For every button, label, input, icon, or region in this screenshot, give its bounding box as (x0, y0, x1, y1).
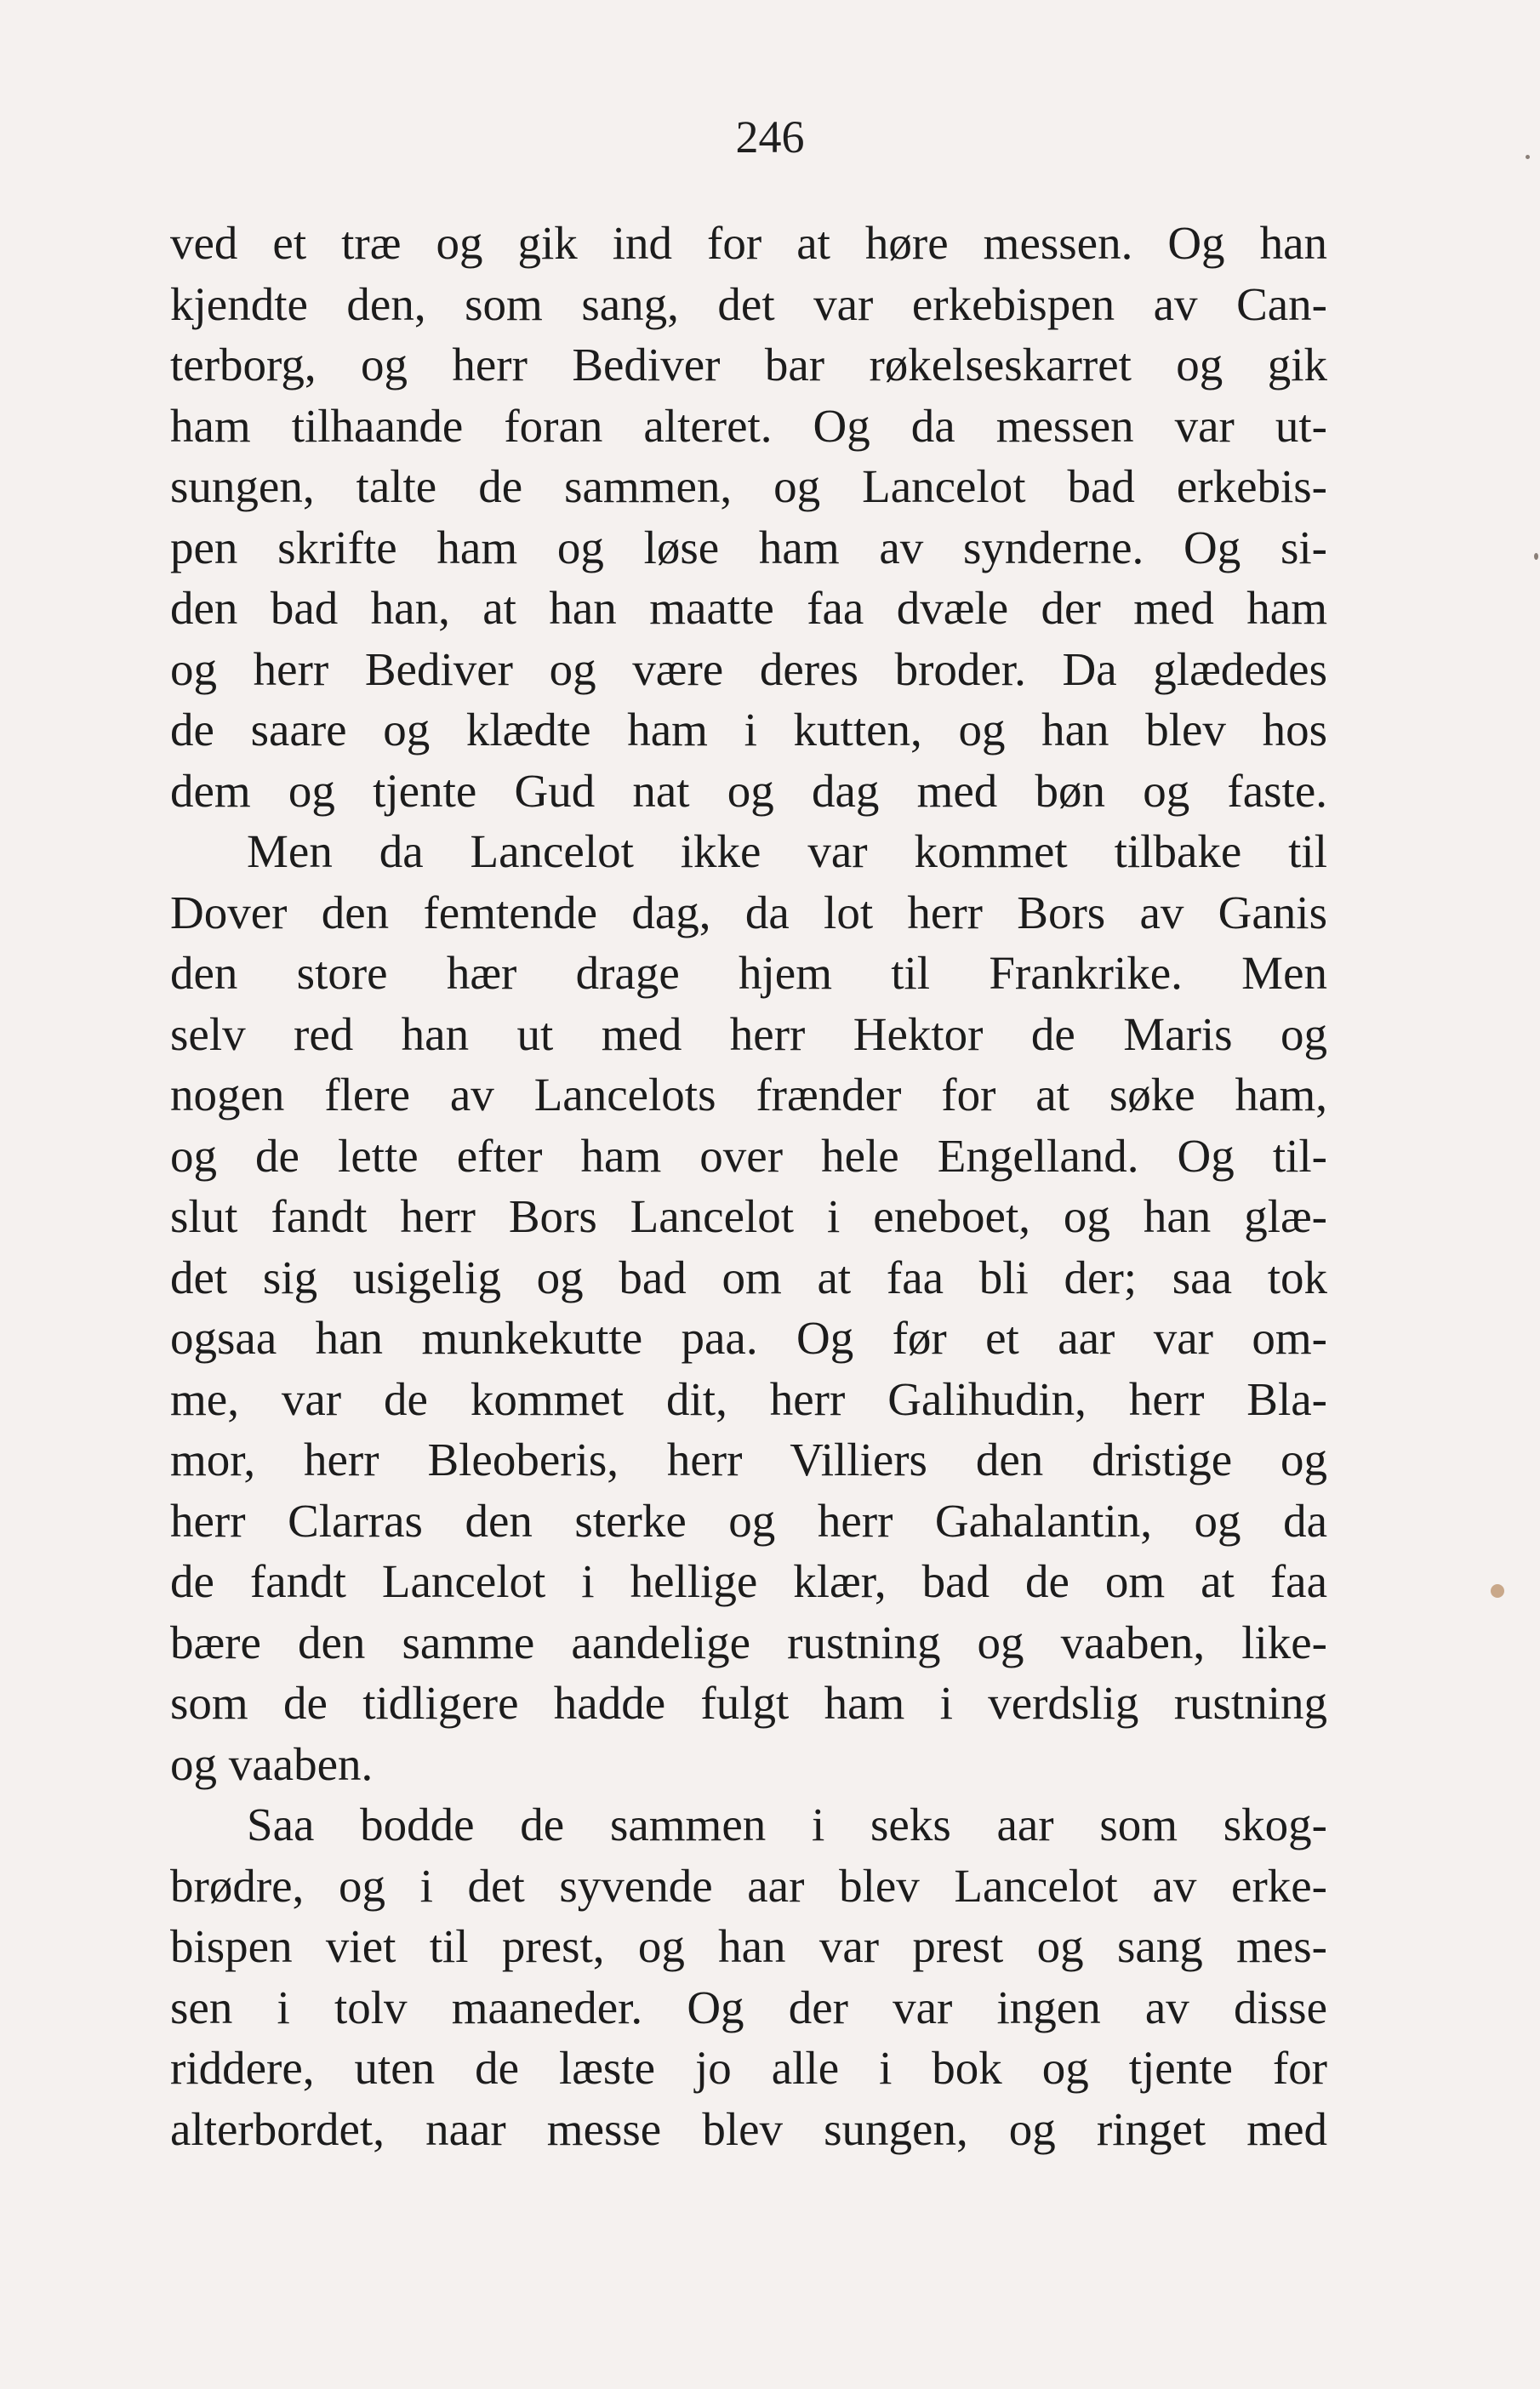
text-line: pen skrifte ham og løse ham av synderne. Og si- (170, 521, 1327, 573)
text-line: og herr Bediver og være deres broder. Da glædedes (170, 642, 1327, 695)
text-line: de saare og klædte ham i kutten, og han blev hos (170, 704, 1327, 755)
text-line: Dover den femtende dag, da lot herr Bors av Ganis (170, 886, 1327, 938)
text-line: terborg, og herr Bediver bar røkelseskarret og gik (170, 339, 1327, 391)
text-line: riddere, uten de læste jo alle i bok og tjente for (170, 2042, 1327, 2094)
body-text (170, 213, 1327, 2159)
text-line: brødre, og i det syvende aar blev Lancelot av erke- (170, 1859, 1327, 1912)
text-line: de fandt Lancelot i hellige klær, bad de om at faa (170, 1555, 1327, 1607)
text-line: selv red han ut med herr Hektor de Maris og (170, 1007, 1327, 1060)
text-line: det sig usigelig og bad om at faa bli der; saa tok (170, 1251, 1327, 1303)
text-line: herr Clarras den sterke og herr Gahalantin, og da (170, 1494, 1327, 1547)
text-line: nogen flere av Lancelots frænder for at søke ham, (170, 1069, 1327, 1120)
paper-speck (1491, 1584, 1504, 1598)
text-line: Saa bodde de sammen i seks aar som skog- (247, 1799, 1327, 1850)
text-line: sungen, talte de sammen, og Lancelot bad erkebis- (170, 460, 1327, 512)
text-line: ved et træ og gik ind for at høre messen. Og han (170, 217, 1327, 269)
text-line: mor, herr Bleoberis, herr Villiers den dristige og (170, 1434, 1327, 1485)
text-line: og de lette efter ham over hele Engelland. Og til- (170, 1129, 1327, 1182)
page-number: 246 (735, 111, 805, 162)
text-line: kjendte den, som sang, det var erkebispen av Can- (170, 277, 1327, 330)
text-line: den bad han, at han maatte faa dvæle der med ham (170, 582, 1327, 634)
text-line: den store hær drage hjem til Frankrike. Men (170, 947, 1327, 999)
paper-speck (1526, 155, 1530, 159)
text-line: Men da Lancelot ikke var kommet tilbake til (247, 825, 1327, 877)
text-line: alterbordet, naar messe blev sungen, og ringet med (170, 2102, 1327, 2155)
text-line: og vaaben. (170, 1737, 374, 1790)
paper-speck (1534, 553, 1538, 560)
text-line: ogsaa han munkekutte paa. Og før et aar var om- (170, 1312, 1327, 1364)
text-line: som de tidligere hadde fulgt ham i verdslig rustning (170, 1677, 1327, 1729)
text-line: slut fandt herr Bors Lancelot i eneboet, og han glæ- (170, 1190, 1327, 1242)
text-line: ham tilhaande foran alteret. Og da messen var ut- (170, 399, 1327, 452)
text-line: bispen viet til prest, og han var prest og sang mes- (170, 1920, 1327, 1972)
text-line: sen i tolv maaneder. Og der var ingen av disse (170, 1981, 1327, 2033)
text-line: bære den samme aandelige rustning og vaaben, like- (170, 1616, 1327, 1668)
text-line: me, var de kommet dit, herr Galihudin, herr Bla- (170, 1372, 1327, 1425)
text-line: dem og tjente Gud nat og dag med bøn og faste. (170, 764, 1327, 817)
